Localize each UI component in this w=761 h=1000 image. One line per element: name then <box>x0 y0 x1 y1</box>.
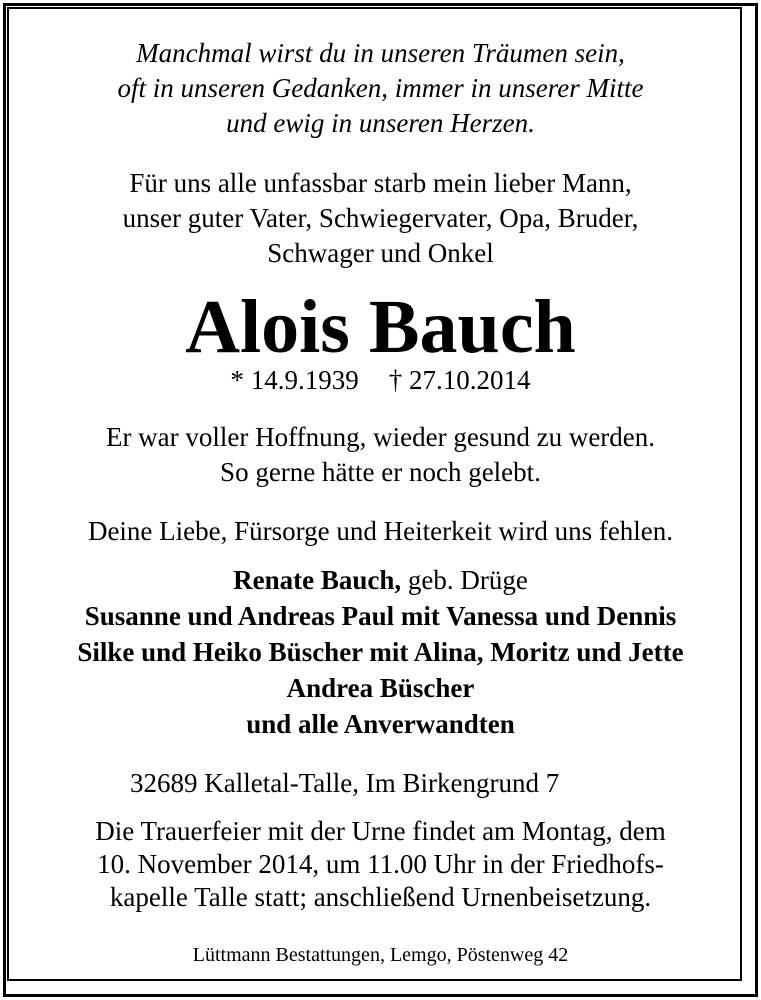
address: 32689 Kalletal-Talle, Im Birkengrund 7 <box>130 768 560 798</box>
funeral-line-2: 10. November 2014, um 11.00 Uhr in der Friedhofs- <box>97 849 664 879</box>
death-date: † 27.10.2014 <box>388 365 531 395</box>
hope-line-1: Er war voller Hoffnung, wieder gesund zu werden. <box>105 422 656 452</box>
widow-name: Renate Bauch, <box>233 565 402 595</box>
deceased-name: Alois Bauch <box>185 285 576 369</box>
family-widow <box>0 567 761 594</box>
motto-line-1: Manchmal wirst du in unseren Träumen sein, <box>136 38 625 68</box>
life-dates <box>0 367 761 394</box>
family-line-2: Silke und Heiko Büscher mit Alina, Moritz und Jette <box>77 637 684 667</box>
family-line-4: und alle Anverwandten <box>246 709 515 739</box>
intro-line-1: Für uns alle unfassbar starb mein lieber Mann, <box>129 168 632 198</box>
family-line-3: Andrea Büscher <box>286 673 475 703</box>
undertaker: Lüttmann Bestattungen, Lemgo, Pöstenweg 42 <box>192 944 569 966</box>
intro-line-2: unser guter Vater, Schwiegervater, Opa, Bruder, <box>122 203 639 233</box>
family-line-1: Susanne und Andreas Paul mit Vanessa und Dennis <box>84 601 677 631</box>
funeral-line-1: Die Trauerfeier mit der Urne findet am Montag, dem <box>95 816 666 846</box>
motto-line-3: und ewig in unseren Herzen. <box>226 108 535 138</box>
motto-line-2: oft in unseren Gedanken, immer in unserer Mitte <box>117 73 644 103</box>
birth-date: * 14.9.1939 <box>230 365 359 395</box>
intro-line-3: Schwager und Onkel <box>267 238 494 268</box>
hope-line-2: So gerne hätte er noch gelebt. <box>220 457 541 487</box>
widow-maiden-name: geb. Drüge <box>407 565 528 595</box>
missing-line: Deine Liebe, Fürsorge und Heiterkeit wird uns fehlen. <box>87 516 674 546</box>
funeral-line-3: kapelle Talle statt; anschließend Urnenbeisetzung. <box>109 882 652 912</box>
